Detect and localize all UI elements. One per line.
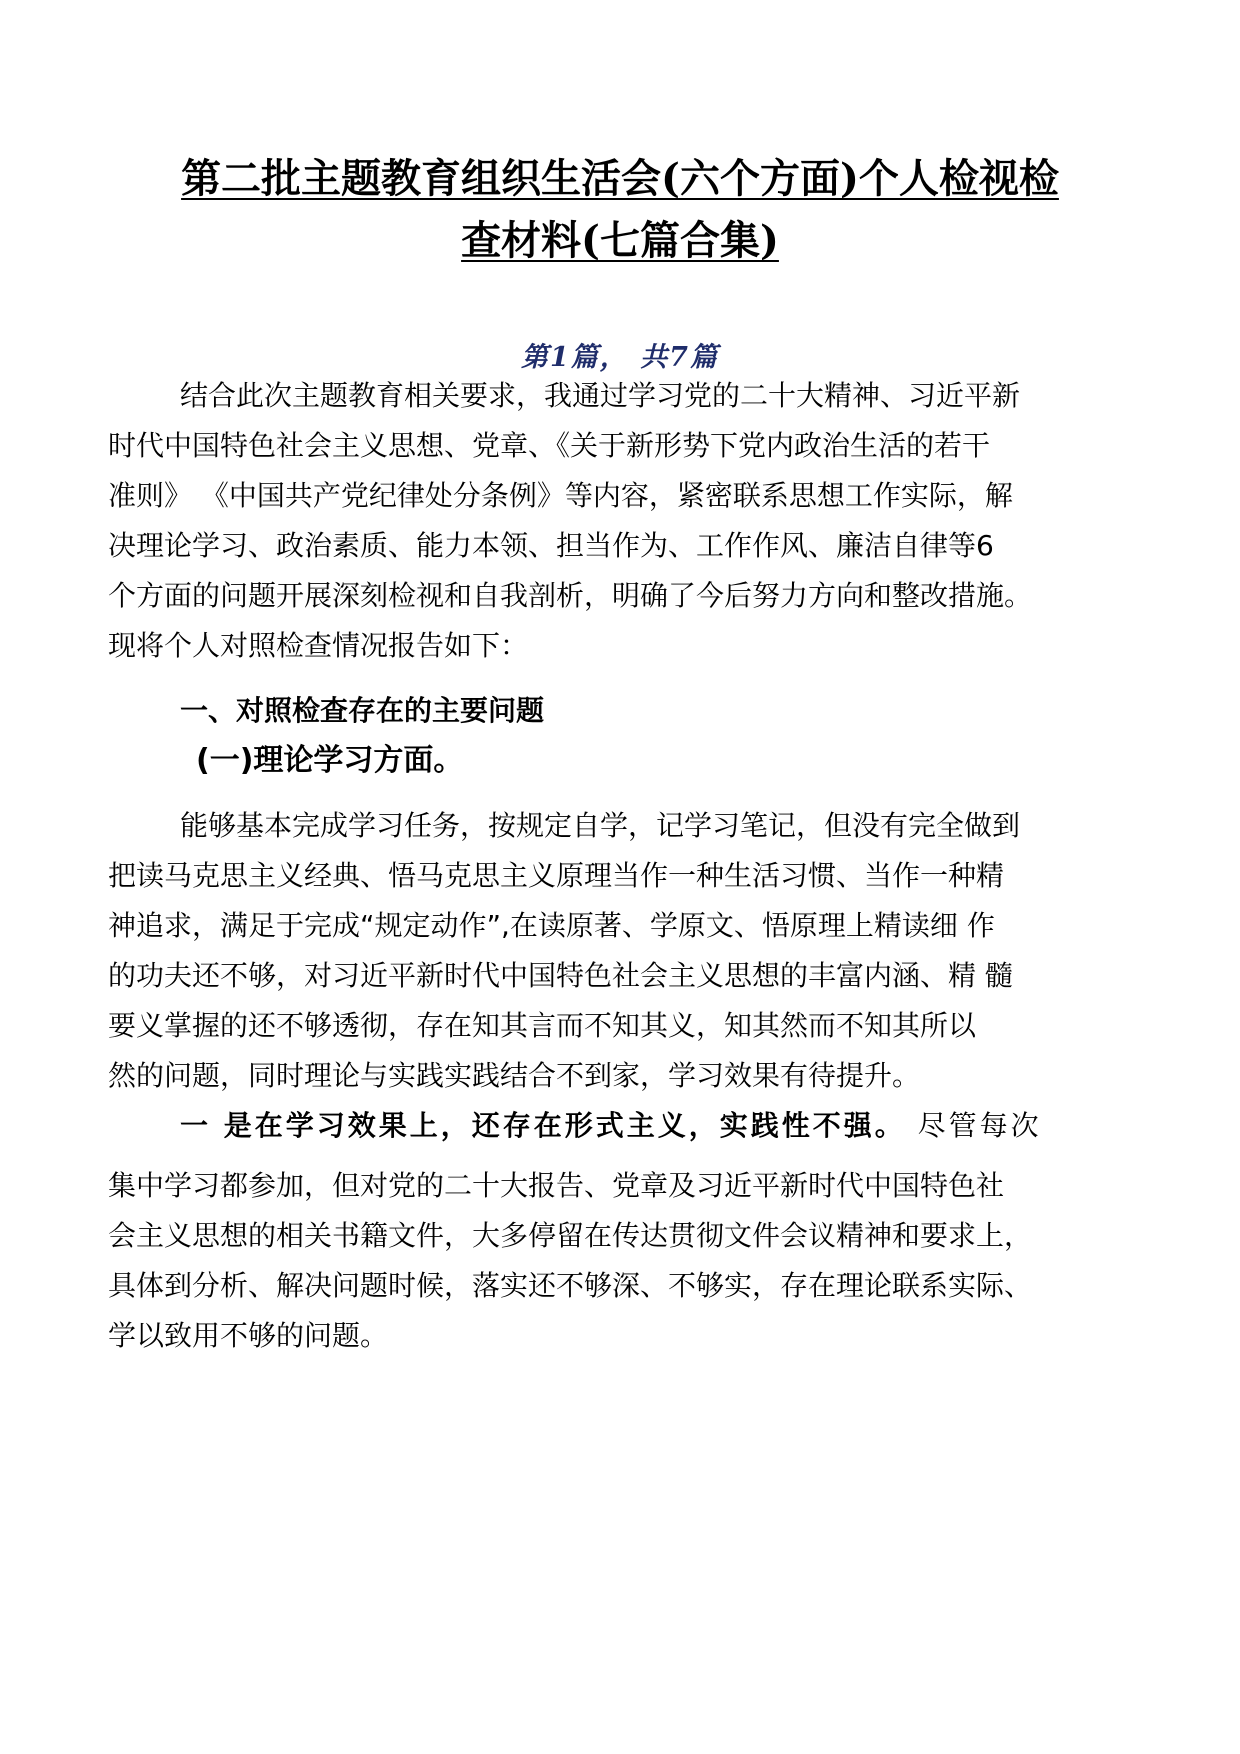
- point-line: [180, 1108, 1042, 1144]
- intro-line: 现将个人对照检查情况报告如下：: [108, 629, 529, 662]
- intro-line: 准则》 《中国共产党纪律处分条例》等内容，紧密联系思想工作实际，解: [108, 479, 1013, 512]
- point-line: 集中学习都参加，但对党的二十大报告、党章及习近平新时代中国特色社: [108, 1169, 1005, 1202]
- intro-line: 结合此次主题教育相关要求，我通过学习党的二十大精神、习近平新: [180, 379, 1021, 412]
- body-line: 要义掌握的还不够透彻，存在知其言而不知其义，知其然而不知其所以: [108, 1009, 977, 1042]
- body-line: 神追求，满足于完成“规定动作”,在读原著、学原文、悟原理上精读细 作: [108, 909, 995, 942]
- body-line: 然的问题，同时理论与实践实践结合不到家，学习效果有待提升。: [108, 1059, 921, 1092]
- intro-line: 决理论学习、政治素质、能力本领、担当作为、工作作风、廉洁自律等6: [108, 529, 994, 562]
- body-line: 能够基本完成学习任务，按规定自学，记学习笔记，但没有完全做到: [180, 809, 1021, 842]
- body-line: 的功夫还不够，对习近平新时代中国特色社会主义思想的丰富内涵、精 髓: [108, 959, 1013, 992]
- part-label: 第1篇， 共7篇: [521, 342, 719, 373]
- title-line-1: 第二批主题教育组织生活会(六个方面)个人检视检: [181, 155, 1059, 202]
- intro-line: 个方面的问题开展深刻检视和自我剖析，明确了今后努力方向和整改措施。: [108, 579, 1033, 612]
- subsection-heading: (一)理论学习方面。: [196, 743, 464, 778]
- section-heading: 一、对照检查存在的主要问题: [180, 694, 545, 727]
- point-lead-rest: 尽管每次: [905, 1109, 1042, 1142]
- intro-line: 时代中国特色社会主义思想、党章、《关于新形势下党内政治生活的若干: [108, 429, 991, 462]
- point-lead-bold: 一 是在学习效果上，还存在形式主义，实践性不强。: [180, 1109, 906, 1142]
- point-line: 学以致用不够的问题。: [108, 1319, 389, 1352]
- body-line: 把读马克思主义经典、悟马克思主义原理当作一种生活习惯、当作一种精: [108, 859, 1005, 892]
- title-line-2: 查材料(七篇合集): [461, 217, 779, 264]
- point-line: 具体到分析、解决问题时候，落实还不够深、不够实，存在理论联系实际、: [108, 1269, 1033, 1302]
- point-line: 会主义思想的相关书籍文件，大多停留在传达贯彻文件会议精神和要求上，: [108, 1219, 1033, 1252]
- document-title: [100, 148, 1140, 272]
